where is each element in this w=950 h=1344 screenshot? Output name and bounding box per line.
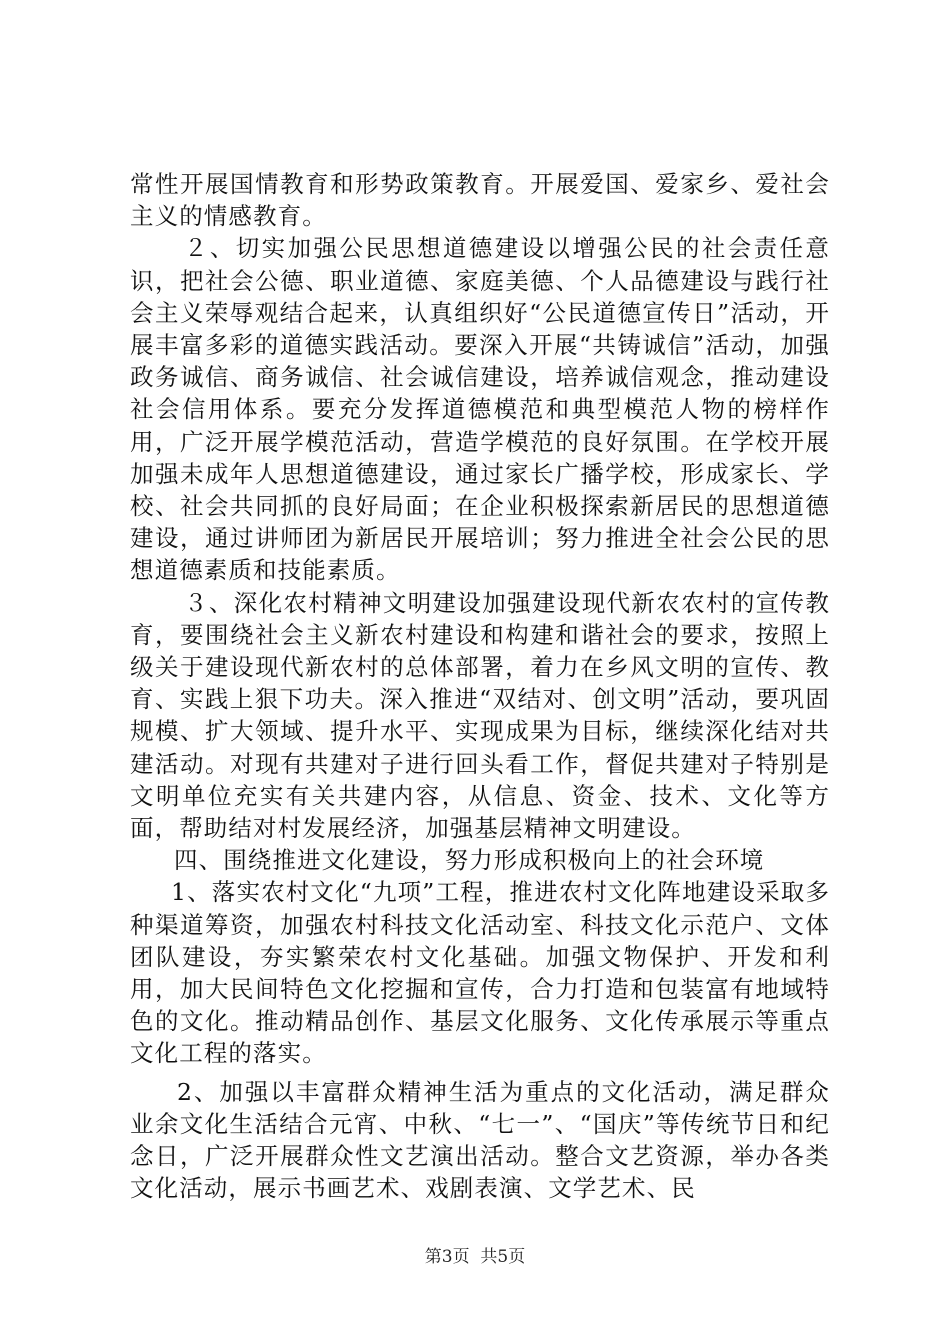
page-footer — [0, 1242, 950, 1267]
paragraph-4: 1、落实农村文化“九项”工程，推进农村文化阵地建设采取多种渠道筹资，加强农村科技文化活动室、科技文化示范户、文体团队建设，夯实繁荣农村文化基础。加强文物保护、开发和利用，加大民间特色文化挖掘和宣传，合力打造和包装富有地域特色的文化。推动精品创作、基层文化服务、文化传承展示等重点文化工程的落实。 — [130, 878, 830, 1068]
paragraph-1: 常性开展国情教育和形势政策教育。开展爱国、爱家乡、爱社会主义的情感教育。 — [130, 170, 830, 231]
section-heading: 四、围绕推进文化建设，努力形成积极向上的社会环境 — [174, 846, 765, 875]
paragraph-2: ２、切实加强公民思想道德建设以增强公民的社会责任意识，把社会公德、职业道德、家庭美德、个人品德建设与践行社会主义荣辱观结合起来，认真组织好“公民道德宣传日”活动，开展丰富多彩的道德实践活动。要深入开展“共铸诚信”活动，加强政务诚信、商务诚信、社会诚信建设，培养诚信观念，推动建设社会信用体系。要充分发挥道德模范和典型模范人物的榜样作用，广泛开展学模范活动，营造学模范的良好氛围。在学校开展加强未成年人思想道德建设，通过家长广播学校，形成家长、学校、社会共同抓的良好局面；在企业积极探索新居民的思想道德建设，通过讲师团为新居民开展培训；努力推进全社会公民的思想道德素质和技能素质。 — [130, 234, 830, 585]
paragraph-3: ３、深化农村精神文明建设加强建设现代新农农村的宣传教育，要围绕社会主义新农村建设和构建和谐社会的要求，按照上级关于建设现代新农村的总体部署，着力在乡风文明的宣传、教育、实践上狠下功夫。深入推进“双结对、创文明”活动，要巩固规模、扩大领域、提升水平、实现成果为目标，继续深化结对共建活动。对现有共建对子进行回头看工作，督促共建对子特别是文明单位充实有关共建内容，从信息、资金、技术、文化等方面，帮助结对村发展经济，加强基层精神文明建设。 — [130, 588, 830, 843]
page-total: 共5页 — [480, 1247, 526, 1267]
page-number: 第3页 — [424, 1247, 470, 1267]
footer-separator — [470, 1247, 481, 1267]
document-body — [130, 168, 830, 1205]
paragraph-5: 2、加强以丰富群众精神生活为重点的文化活动，满足群众业余文化生活结合元宵、中秋、“七一”、“国庆”等传统节日和纪念日，广泛开展群众性文艺演出活动。整合文艺资源，举办各类文化活动，展示书画艺术、戏剧表演、文学艺术、民 — [130, 1077, 830, 1203]
